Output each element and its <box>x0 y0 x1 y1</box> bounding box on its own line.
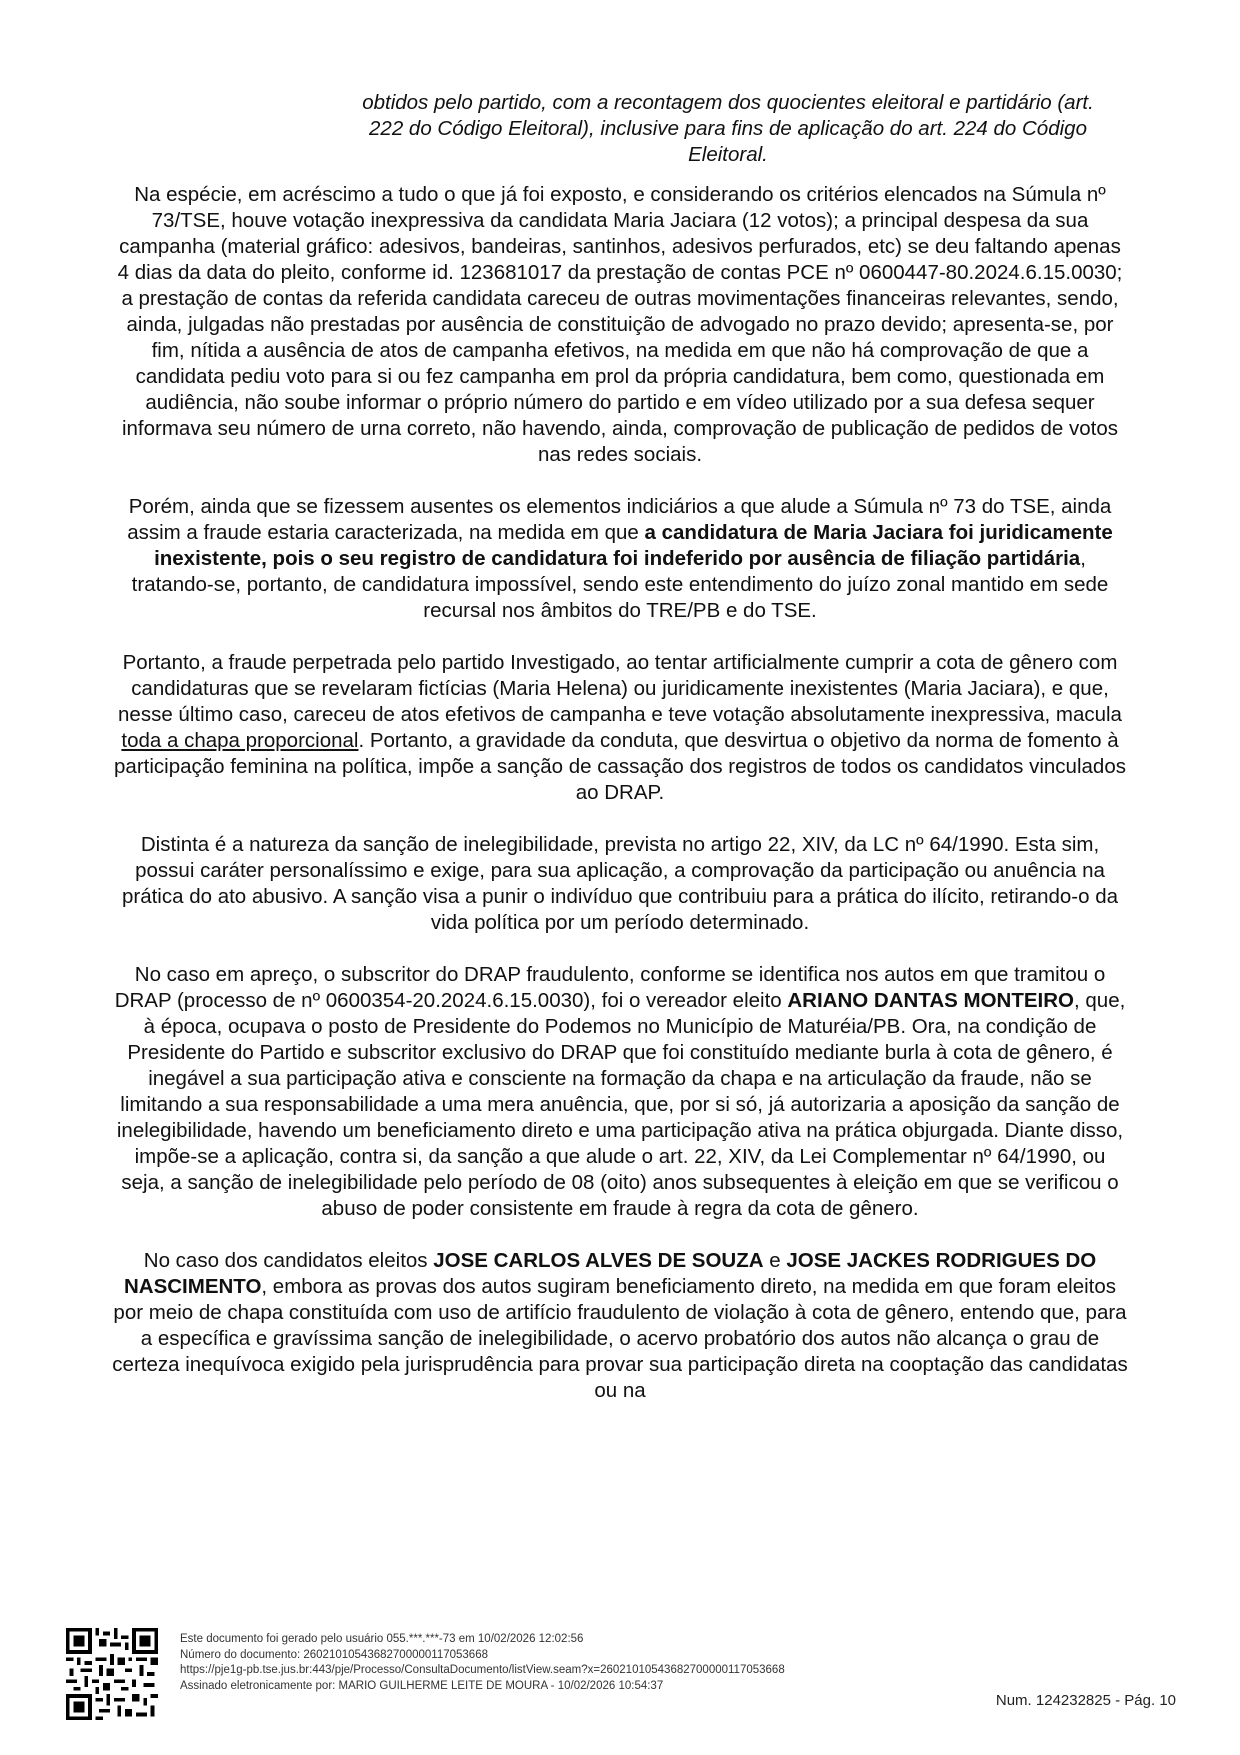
paragraph-sumula-73: Na espécie, em acréscimo a tudo o que já foi exposto, e considerando os critérios elencados na Súmula nº 73/TSE, houve votação inexpressiva da candidata Maria Jaciara (12 votos); a principal despesa da sua campanha (material gráfico: adesivos, bandeiras, santinhos, adesivos perfurados, etc) se deu faltando apenas 4 dias da data do pleito, conforme id. 123681017 da prestação de contas PCE nº 0600447-80.2024.6.15.0030; a prestação de contas da referida candidata careceu de outras movimentações financeiras relevantes, sendo, ainda, julgadas não prestadas por ausência de constituição de advogado no prazo devido; apresenta-se, por fim, nítida a ausência de atos de campanha efetivos, na medida em que não há comprovação de que a candidata pediu voto para si ou fez campanha em prol da própria candidatura, bem como, questionada em audiência, não soube informar o próprio número do partido e em vídeo utilizado por a sua defesa sequer informava seu número de urna correto, não havendo, ainda, comprovação de publicação de pedidos de votos nas redes sociais. <box>117 183 1123 466</box>
quoted-excerpt: obtidos pelo partido, com a recontagem dos quocientes eleitoral e partidário (art. 222 do Código Eleitoral), inclusive para fins de aplicação do art. 224 do Código Eleitoral. <box>362 91 1094 166</box>
document-body <box>112 90 1128 1430</box>
underlined-emphasis: toda a chapa proporcional <box>121 729 359 752</box>
paragraph-subscritor-drap: No caso em apreço, o subscritor do DRAP fraudulento, conforme se identifica nos autos em que tramitou o DRAP (processo de nº 0600354-20.2024.6.15.0030), foi o vereador eleito ARIANO DANTAS MONTEIRO, que, à época, ocupava o posto de Presidente do Podemos no Município de Maturéia/PB. Ora, na condição de Presidente do Partido e subscritor exclusivo do DRAP que foi constituído mediante burla à cota de gênero, é inegável a sua participação ativa e consciente na formação da chapa e na articulação da fraude, não se limitando a sua responsabilidade a uma mera anuência, que, por si só, já autorizaria a aposição da sanção de inelegibilidade, havendo um beneficiamento direto e uma participação ativa na prática objurgada. Diante disso, impõe-se a aplicação, contra si, da sanção a que alude o art. 22, XIV, da Lei Complementar nº 64/1990, ou seja, a sanção de inelegibilidade pelo período de 08 (oito) anos subsequentes à eleição em que se verificou o abuso de poder consistente em fraude à regra da cota de gênero. <box>114 963 1126 1220</box>
generated-by-line: Este documento foi gerado pelo usuário 055.***.***-73 em 10/02/2026 12:02:56 <box>180 1633 584 1645</box>
footer-metadata <box>180 1632 785 1694</box>
qr-code-icon <box>66 1628 158 1720</box>
signature-line: Assinado eletronicamente por: MARIO GUILHERME LEITE DE MOURA - 10/02/2026 10:54:37 <box>180 1679 664 1692</box>
paragraph-candidatura-inexistente: Porém, ainda que se fizessem ausentes os elementos indiciários a que alude a Súmula nº 73 do TSE, ainda assim a fraude estaria caracterizada, na medida em que a candidatura de Maria Jaciara foi juridicamente inexistente, pois o seu registro de candidatura foi indeferido por ausência de filiação partidária, tratando-se, portanto, de candidatura impossível, sendo este entendimento do juízo zonal mantido em sede recursal nos âmbitos do TRE/PB e do TSE. <box>127 495 1113 622</box>
document-url-link[interactable]: https://pje1g-pb.tse.jus.br:443/pje/Processo/ConsultaDocumento/listView.seam?x=26021010543682700000117053668 <box>180 1664 785 1676</box>
document-number-line: Número do documento: 26021010543682700000117053668 <box>180 1648 488 1661</box>
bold-name: JOSE CARLOS ALVES DE SOUZA <box>433 1249 764 1272</box>
bold-name: ARIANO DANTAS MONTEIRO <box>787 989 1074 1012</box>
page-number: Num. 124232825 - Pág. 10 <box>995 1692 1176 1709</box>
paragraph-inelegibilidade: Distinta é a natureza da sanção de inelegibilidade, prevista no artigo 22, XIV, da LC nº 64/1990. Esta sim, possui caráter personalíssimo e exige, para sua aplicação, a comprovação da participação ou anuência na prática do ato abusivo. A sanção visa a punir o indivíduo que contribuiu para a prática do ilícito, retirando-o da vida política por um período determinado. <box>121 833 1118 934</box>
paragraph-fraude-chapa: Portanto, a fraude perpetrada pelo partido Investigado, ao tentar artificialmente cumprir a cota de gênero com candidaturas que se revelaram fictícias (Maria Helena) ou juridicamente inexistentes (Maria Jaciara), e que, nesse último caso, careceu de atos efetivos de campanha e teve votação absolutamente inexpressiva, macula toda a chapa proporcional. Portanto, a gravidade da conduta, que desvirtua o objetivo da norma de fomento à participação feminina na política, impõe a sanção de cassação dos registros de todos os candidatos vinculados ao DRAP. <box>114 651 1126 804</box>
bold-emphasis: a candidatura de Maria Jaciara foi juridicamente inexistente, pois o seu registro de candidatura foi indeferido por ausência de filiação partidária <box>154 521 1113 570</box>
document-footer <box>66 1628 1176 1708</box>
bold-name: JOSE JACKES RODRIGUES DO NASCIMENTO <box>123 1249 1097 1298</box>
paragraph-candidatos-eleitos: No caso dos candidatos eleitos JOSE CARLOS ALVES DE SOUZA e JOSE JACKES RODRIGUES DO NASCIMENTO, embora as provas dos autos sugiram beneficiamento direto, na medida em que foram eleitos por meio de chapa constituída com uso de artifício fraudulento de violação à cota de gênero, entendo que, para a específica e gravíssima sanção de inelegibilidade, o acervo probatório dos autos não alcança o grau de certeza inequívoca exigido pela jurisprudência para provar sua participação direta na cooptação das candidatas ou na <box>112 1249 1128 1402</box>
